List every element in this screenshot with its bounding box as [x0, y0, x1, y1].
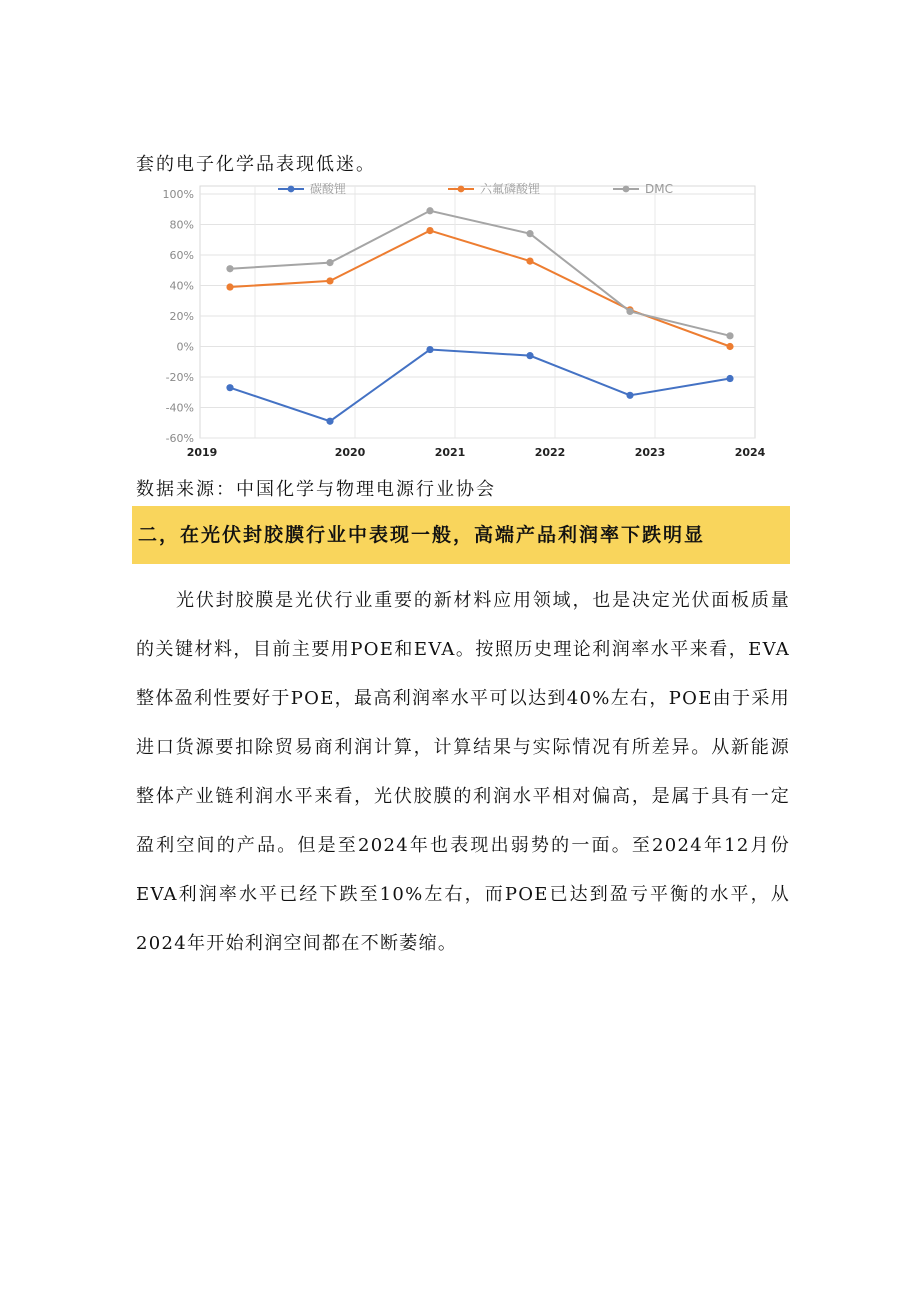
series-point	[426, 207, 433, 214]
series-point	[626, 392, 633, 399]
y-tick-label: -20%	[165, 371, 194, 384]
series-point	[426, 346, 433, 353]
grid-layer	[200, 186, 755, 438]
x-tick-label: 2022	[534, 446, 566, 459]
y-tick-label: -40%	[165, 401, 194, 415]
series-point	[526, 230, 533, 237]
series-point	[426, 227, 433, 234]
series-point	[326, 259, 333, 266]
x-tick-label: 2019	[186, 446, 218, 459]
chart-svg	[130, 178, 770, 468]
series-point	[326, 277, 333, 284]
series-point	[726, 332, 733, 339]
legend-marker	[288, 186, 295, 193]
series-point	[726, 375, 733, 382]
section-heading: 二，在光伏封胶膜行业中表现一般，高端产品利润率下跌明显	[132, 506, 790, 564]
x-tick-label: 2020	[334, 446, 366, 459]
plot-border	[200, 186, 755, 438]
series-point	[226, 283, 233, 290]
source-text: 数据来源：中国化学与物理电源行业协会	[136, 479, 496, 500]
y-tick-label: 100%	[162, 188, 194, 201]
y-tick-label: 60%	[169, 249, 194, 262]
series-point	[226, 384, 233, 391]
y-tick-label: -60%	[165, 432, 194, 445]
axis-layer	[163, 188, 766, 459]
y-tick-label: 20%	[169, 310, 194, 323]
body-paragraph: 光伏封胶膜是光伏行业重要的新材料应用领域，也是决定光伏面板质量的关键材料，目前主要用POE和EVA。按照历史理论利润率水平来看，EVA整体盈利性要好于POE，最高利润率水平可以达到40%左右，POE由于采用进口货源要扣除贸易商利润计算，计算结果与实际情况有所差异。从新能源整体产业链利润水平来看，光伏胶膜的利润水平相对偏高，是属于具有一定盈利空间的产品。但是至2024年也表现出弱势的一面。至2024年12月份EVA利润率水平已经下跌至10%左右，而POE已达到盈亏平衡的水平，从2024年开始利润空间都在不断萎缩。	[136, 590, 790, 954]
series-point	[726, 343, 733, 350]
legend-marker	[458, 186, 465, 193]
y-tick-label: 0%	[176, 340, 194, 354]
y-tick-label: 40%	[169, 279, 194, 293]
legend-label: DMC	[645, 182, 673, 196]
series-point	[526, 258, 533, 265]
legend-label: 碳酸锂	[310, 182, 347, 196]
intro-text: 套的电子化学品表现低迷。	[136, 154, 376, 175]
price-change-line-chart	[130, 178, 770, 468]
series-point	[326, 418, 333, 425]
legend-label: 六氟磷酸锂	[480, 182, 541, 196]
x-tick-label: 2024	[734, 446, 766, 459]
series-point	[626, 308, 633, 315]
series-point	[226, 265, 233, 272]
x-tick-label: 2021	[434, 446, 466, 459]
x-tick-label: 2023	[634, 446, 666, 459]
legend-marker	[623, 186, 630, 193]
y-tick-label: 80%	[169, 218, 194, 232]
series-point	[526, 352, 533, 359]
